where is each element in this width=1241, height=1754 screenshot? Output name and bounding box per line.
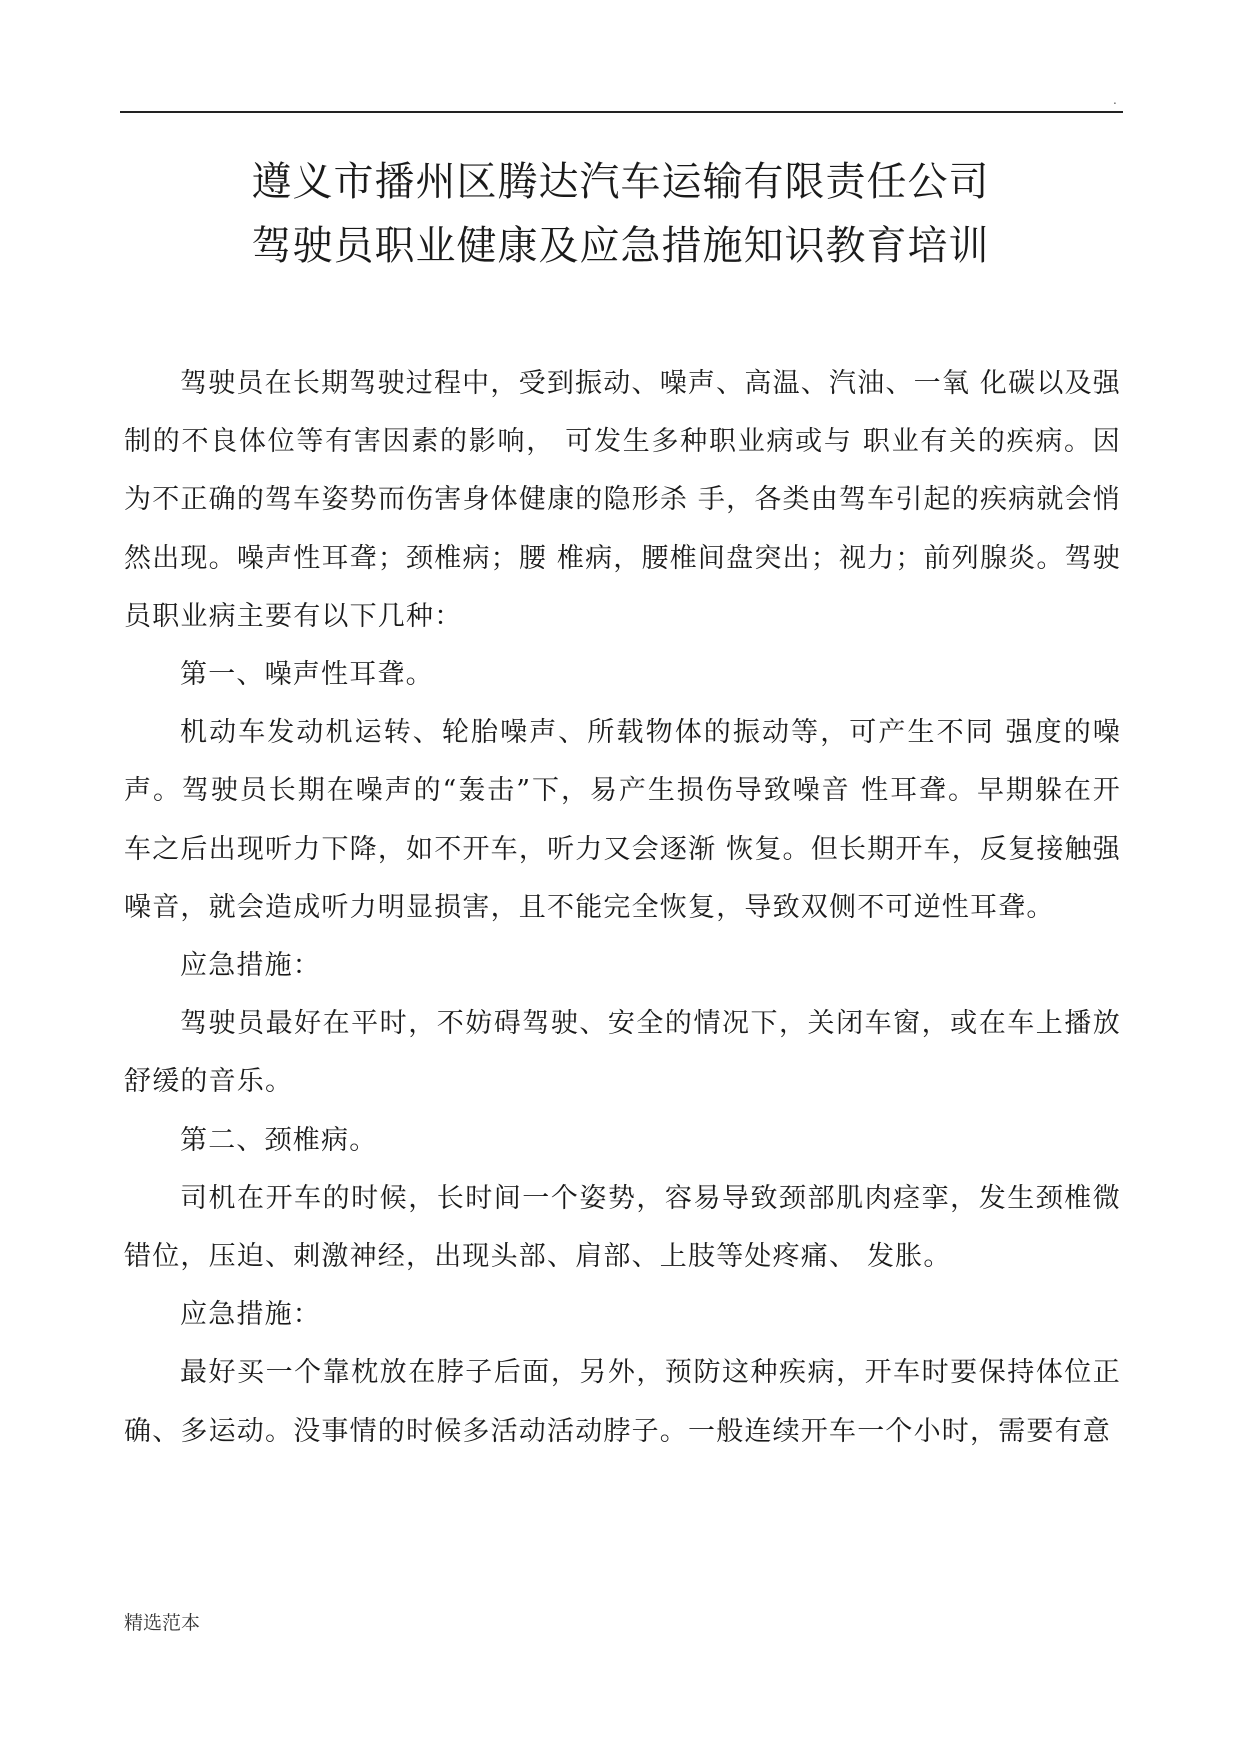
body-paragraph-noise-measures: 驾驶员最好在平时，不妨碍驾驶、安全的情况下，关闭车窗，或在车上播放舒缓的音乐。 (124, 1008, 1121, 1098)
document-title-line-1: 遵义市播州区腾达汽车运输有限责任公司 (251, 159, 990, 205)
header-corner-mark: . (1113, 93, 1117, 107)
footer-label: 精选范本 (124, 1612, 201, 1634)
section-heading-noise-deafness: 第一、噪声性耳聋。 (180, 659, 434, 691)
body-paragraph-cervical-measures: 最好买一个靠枕放在脖子后面，另外，预防这种疾病，开车时要保持体位正确、多运动。没事情的时候多活动活动脖子。一般连续开车一个小时，需要有意 (124, 1357, 1121, 1447)
body-paragraph-cervical: 司机在开车的时候，长时间一个姿势，容易导致颈部肌肉痉挛，发生颈椎微错位，压迫、刺激神经，出现头部、肩部、上肢等处疼痛、 发胀。 (124, 1182, 1121, 1273)
section-heading-cervical: 第二、颈椎病。 (180, 1124, 378, 1156)
emergency-measures-heading: 应急措施： (180, 950, 321, 982)
document-title-line-2: 驾驶员职业健康及应急措施知识教育培训 (251, 223, 990, 269)
document-body (124, 355, 1121, 1461)
body-paragraph-noise-deafness: 机动车发动机运转、轮胎噪声、所载物体的振动等，可产生不同 强度的噪声。驾驶员长期在噪声的“轰击”下，易产生损伤导致噪音 性耳聋。早期躲在开车之后出现听力下降，如不开车，听力又会逐渐 恢复。但长期开车，反复接触强噪音，就会造成听力明显损害，且不能完全恢复，导致双侧不可逆性耳聋。 (124, 717, 1121, 923)
body-paragraph-intro: 驾驶员在长期驾驶过程中，受到振动、噪声、高温、汽油、一氧 化碳以及强制的不良体位等有害因素的影响， 可发生多种职业病或与 职业有关的疾病。因为不正确的驾车姿势而伤害身体健康的隐形杀 手，各类由驾车引起的疾病就会悄然出现。噪声性耳聋；颈椎病；腰 椎病，腰椎间盘突出；视力；前列腺炎。驾驶员职业病主要有以下几种： (124, 368, 1121, 632)
emergency-measures-heading: 应急措施： (180, 1299, 321, 1331)
header-rule (120, 111, 1123, 113)
